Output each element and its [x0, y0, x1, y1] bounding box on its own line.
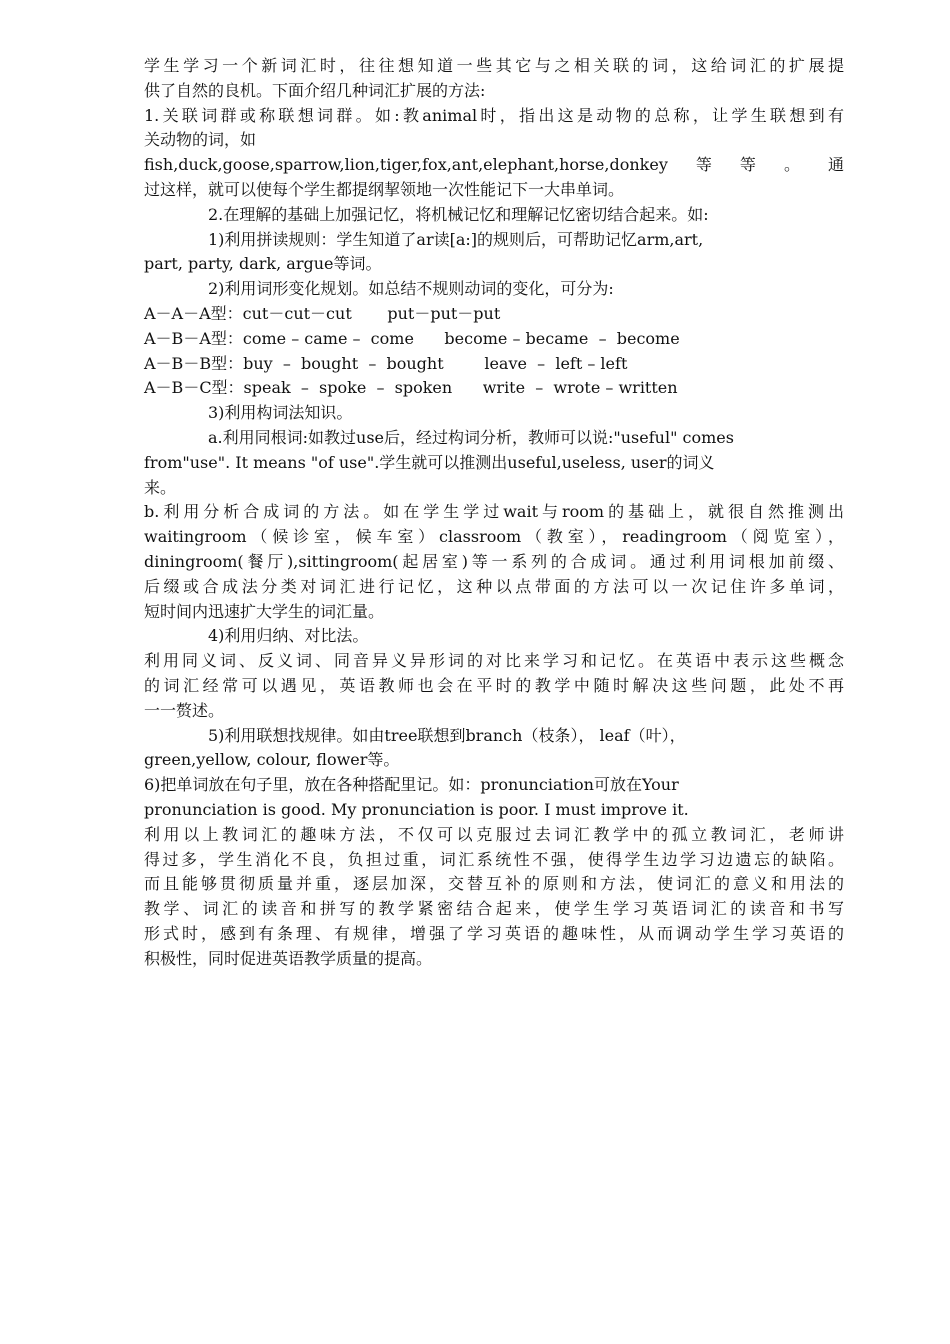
text-line: 教学、词汇的读音和拼写的教学紧密结合起来，使学生学习英语词汇的读音和书写 — [144, 899, 844, 919]
text-line: part, party, dark, argue等词。 — [144, 254, 382, 274]
text-line: 过这样，就可以使每个学生都提纲挈领地一次性能记下一大串单词。 — [144, 179, 625, 199]
text-line: waitingroom（候诊室，候车室）classroom（教室），readingroom（阅览室）， — [144, 527, 844, 547]
text-line: 的词汇经常可以遇见，英语教师也会在平时的教学中随时解决这些问题，此处不再 — [144, 675, 844, 695]
text-line: a.利用同根词:如教过use后，经过构词分析，教师可以说:"useful" comes — [208, 427, 734, 447]
text-line: 2.在理解的基础上加强记忆，将机械记忆和理解记忆密切结合起来。如: — [208, 204, 709, 224]
text-line: 5)利用联想找规律。如由tree联想到branch（枝条）， leaf（叶）， — [208, 725, 686, 745]
text-line: diningroom(餐厅),sittingroom(起居室)等一系列的合成词。通过利用词根加前缀、 — [144, 551, 844, 571]
text-line: 1)利用拼读规则：学生知道了ar读[a:]的规则后，可帮助记忆arm,art, — [208, 229, 704, 249]
text-line: 学生学习一个新词汇时，往往想知道一些其它与之相关联的词，这给词汇的扩展提 — [144, 56, 844, 75]
text-line: 1.关联词群或称联想词群。如:教animal时，指出这是动物的总称，让学生联想到有 — [144, 105, 844, 125]
text-line: 而且能够贯彻质量并重，逐层加深，交替互补的原则和方法，使词汇的意义和用法的 — [144, 874, 844, 894]
text-line: 形式时，感到有条理、有规律，增强了学习英语的趣味性，从而调动学生学习英语的 — [144, 923, 844, 943]
text-line: fish,duck,goose,sparrow,lion,tiger,fox,ant,elephant,horse,donkey等等。通 — [144, 155, 844, 175]
document-body — [144, 54, 844, 971]
text-line: 6)把单词放在句子里，放在各种搭配里记。如：pronunciation可放在Your — [144, 775, 679, 795]
text-line: A－B－C型：speak – spoke – spoken write – wrote – written — [144, 378, 678, 398]
text-line: 后缀或合成法分类对词汇进行记忆，这种以点带面的方法可以一次记住许多单词， — [144, 576, 844, 596]
text-line: 供了自然的良机。下面介绍几种词汇扩展的方法: — [144, 80, 486, 100]
text-line: 4)利用归纳、对比法。 — [208, 626, 369, 646]
text-line: b.利用分析合成词的方法。如在学生学过wait与room的基础上，就很自然推测出 — [144, 502, 844, 522]
text-line: 得过多，学生消化不良，负担过重，词汇系统性不强，使得学生边学习边遗忘的缺陷。 — [144, 849, 844, 869]
text-line: 3)利用构词法知识。 — [208, 403, 353, 423]
text-line: green,yellow, colour, flower等。 — [144, 750, 400, 770]
text-line: 2)利用词形变化规划。如总结不规则动词的变化，可分为: — [208, 279, 614, 299]
text-line: 来。 — [144, 477, 177, 497]
text-line: A－B－A型：come – came – come become – became – become — [144, 328, 680, 348]
text-line: A－B－B型：buy – bought – bought leave – left – left — [144, 353, 628, 373]
text-line: A－A－A型：cut－cut－cut put－put－put — [144, 303, 501, 323]
text-line: 利用以上教词汇的趣味方法，不仅可以克服过去词汇教学中的孤立教词汇，老师讲 — [144, 824, 844, 844]
text-line: pronunciation is good. My pronunciation is poor. I must improve it. — [144, 799, 689, 819]
text-line: 关动物的词，如 — [144, 130, 257, 150]
text-line: 一一赘述。 — [144, 700, 225, 720]
text-line: 短时间内迅速扩大学生的词汇量。 — [144, 601, 385, 621]
text-line: 积极性，同时促进英语教学质量的提高。 — [144, 948, 433, 968]
text-line: 利用同义词、反义词、同音异义异形词的对比来学习和记忆。在英语中表示这些概念 — [144, 651, 844, 671]
text-line: from"use". It means "of use".学生就可以推测出useful,useless, user的词义 — [144, 452, 715, 472]
